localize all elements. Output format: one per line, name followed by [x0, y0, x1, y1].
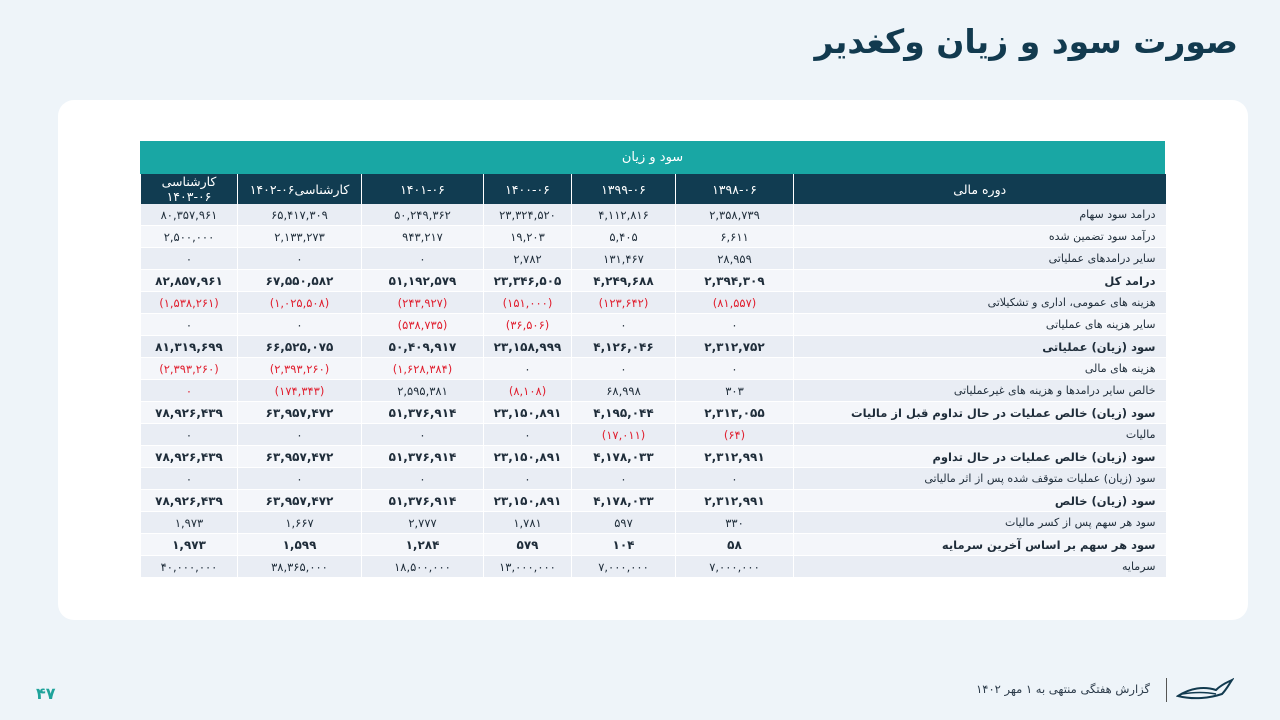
table-cell: ۵۱,۳۷۶,۹۱۴ [362, 446, 484, 468]
table-cell: ۹۴۳,۲۱۷ [362, 226, 484, 248]
table-cell: ۵۸ [676, 534, 794, 556]
table-cell: ۴,۱۹۵,۰۴۴ [572, 402, 676, 424]
table-cell: ۰ [572, 358, 676, 380]
table-cell: ۰ [362, 248, 484, 270]
row-label: درآمد سود تضمین شده [794, 226, 1166, 248]
table-cell: ۵۰,۴۰۹,۹۱۷ [362, 336, 484, 358]
row-label: سود هر سهم بر اساس آخرین سرمایه [794, 534, 1166, 556]
table-row [141, 490, 1166, 512]
table-cell: ۲۳,۱۵۰,۸۹۱ [484, 402, 572, 424]
table-cell: ۲۳,۱۵۰,۸۹۱ [484, 490, 572, 512]
table-row [141, 314, 1166, 336]
table-row [141, 446, 1166, 468]
table-body [141, 204, 1166, 578]
table-cell: ۰ [484, 468, 572, 490]
table-cell: (۱,۶۲۸,۳۸۴) [362, 358, 484, 380]
table-cell: ۱۰۴ [572, 534, 676, 556]
table-cell: ۴,۱۷۸,۰۳۳ [572, 446, 676, 468]
row-label: سایر هزینه های عملیاتی [794, 314, 1166, 336]
column-header-6: کارشناسی ۰۶-۱۴۰۳ [141, 174, 238, 204]
table-row [141, 336, 1166, 358]
table-cell: ۰ [484, 358, 572, 380]
table-cell: ۷۸,۹۲۶,۴۳۹ [141, 402, 238, 424]
table-cell: ۴,۱۲۶,۰۴۶ [572, 336, 676, 358]
table-row [141, 226, 1166, 248]
table-cell: ۴,۱۷۸,۰۳۳ [572, 490, 676, 512]
table-cell: ۶۳,۹۵۷,۴۷۲ [238, 402, 362, 424]
row-label: سود (زیان) عملیاتی [794, 336, 1166, 358]
column-header-1: ۱۳۹۸-۰۶ [676, 174, 794, 204]
table-cell: (۲,۳۹۳,۲۶۰) [238, 358, 362, 380]
table-cell: ۷,۰۰۰,۰۰۰ [572, 556, 676, 578]
table-cell: ۸۰,۳۵۷,۹۶۱ [141, 204, 238, 226]
table-cell: ۰ [362, 468, 484, 490]
table-cell: ۲,۷۸۲ [484, 248, 572, 270]
table-row [141, 534, 1166, 556]
table-caption: سود و زیان [140, 141, 1165, 174]
footer-divider [1166, 678, 1167, 702]
table-row [141, 358, 1166, 380]
table-cell: ۰ [484, 424, 572, 446]
row-label: سرمایه [794, 556, 1166, 578]
table-cell: ۶۸,۹۹۸ [572, 380, 676, 402]
table-cell: ۰ [238, 468, 362, 490]
table-cell: (۱۵۱,۰۰۰) [484, 292, 572, 314]
column-header-2: ۱۳۹۹-۰۶ [572, 174, 676, 204]
table-cell: ۰ [238, 424, 362, 446]
table-cell: ۲۳,۳۲۴,۵۲۰ [484, 204, 572, 226]
table-cell: ۸۲,۸۵۷,۹۶۱ [141, 270, 238, 292]
table-cell: ۰ [141, 248, 238, 270]
column-header-3: ۱۴۰۰-۰۶ [484, 174, 572, 204]
table-cell: ۶۳,۹۵۷,۴۷۲ [238, 446, 362, 468]
table-cell: ۰ [141, 314, 238, 336]
row-label: خالص سایر درامدها و هزینه های غیرعملیاتی [794, 380, 1166, 402]
table-cell: (۲,۳۹۳,۲۶۰) [141, 358, 238, 380]
table-cell: ۰ [572, 314, 676, 336]
table-cell: (۳۶,۵۰۶) [484, 314, 572, 336]
table-row [141, 270, 1166, 292]
table-cell: (۵۳۸,۷۳۵) [362, 314, 484, 336]
table-row [141, 402, 1166, 424]
table-cell: ۰ [141, 380, 238, 402]
table-cell: ۶۶,۵۲۵,۰۷۵ [238, 336, 362, 358]
table-cell: ۵۰,۲۴۹,۳۶۲ [362, 204, 484, 226]
table-cell: (۲۴۳,۹۲۷) [362, 292, 484, 314]
table-cell: ۵۱,۳۷۶,۹۱۴ [362, 490, 484, 512]
table-cell: ۵۹۷ [572, 512, 676, 534]
table-cell: ۰ [676, 314, 794, 336]
table-row [141, 380, 1166, 402]
row-label: سود (زیان) خالص [794, 490, 1166, 512]
table-row [141, 424, 1166, 446]
row-label: درامد کل [794, 270, 1166, 292]
table-cell: ۱,۶۶۷ [238, 512, 362, 534]
column-header-4: ۱۴۰۱-۰۶ [362, 174, 484, 204]
footer-report-text: گزارش هفتگی منتهی به ۱ مهر ۱۴۰۲ [976, 682, 1150, 696]
table-cell: (۱,۰۲۵,۵۰۸) [238, 292, 362, 314]
table-cell: ۲,۳۱۳,۰۵۵ [676, 402, 794, 424]
table-row [141, 204, 1166, 226]
table-row [141, 556, 1166, 578]
table-cell: ۰ [238, 248, 362, 270]
table-cell: ۴۰,۰۰۰,۰۰۰ [141, 556, 238, 578]
table-cell: (۱۲۳,۶۴۲) [572, 292, 676, 314]
table-cell: ۷,۰۰۰,۰۰۰ [676, 556, 794, 578]
table-cell: ۸۱,۳۱۹,۶۹۹ [141, 336, 238, 358]
table-cell: ۴,۱۱۲,۸۱۶ [572, 204, 676, 226]
table-cell: ۰ [238, 314, 362, 336]
table-cell: (۸۱,۵۵۷) [676, 292, 794, 314]
table-cell: ۵۷۹ [484, 534, 572, 556]
table-cell: ۱,۷۸۱ [484, 512, 572, 534]
table-cell: ۳۸,۳۶۵,۰۰۰ [238, 556, 362, 578]
table-cell: ۲,۳۱۲,۹۹۱ [676, 446, 794, 468]
table-cell: ۱,۹۷۳ [141, 512, 238, 534]
table-cell: ۲,۷۷۷ [362, 512, 484, 534]
row-label: مالیات [794, 424, 1166, 446]
table-cell: ۶۷,۵۵۰,۵۸۲ [238, 270, 362, 292]
row-label: هزینه های عمومی، اداری و تشکیلاتی [794, 292, 1166, 314]
table-cell: ۴,۲۴۹,۶۸۸ [572, 270, 676, 292]
column-header-period: دوره مالی [794, 174, 1166, 204]
table-cell: ۲,۳۱۲,۷۵۲ [676, 336, 794, 358]
table-cell: (۱,۵۳۸,۲۶۱) [141, 292, 238, 314]
table-cell: ۶۵,۴۱۷,۳۰۹ [238, 204, 362, 226]
table-cell: ۲۳,۱۵۰,۸۹۱ [484, 446, 572, 468]
row-label: سود هر سهم پس از کسر مالیات [794, 512, 1166, 534]
table-cell: ۵۱,۳۷۶,۹۱۴ [362, 402, 484, 424]
income-statement-table [140, 141, 1165, 578]
income-table [140, 174, 1166, 578]
table-cell: ۰ [362, 424, 484, 446]
table-cell: ۱۳,۰۰۰,۰۰۰ [484, 556, 572, 578]
table-cell: ۷۸,۹۲۶,۴۳۹ [141, 490, 238, 512]
table-cell: (۶۴) [676, 424, 794, 446]
table-cell: ۵,۴۰۵ [572, 226, 676, 248]
bird-logo-icon [1176, 676, 1234, 702]
table-cell: ۵۱,۱۹۲,۵۷۹ [362, 270, 484, 292]
table-cell: ۶۳,۹۵۷,۴۷۲ [238, 490, 362, 512]
row-label: درامد سود سهام [794, 204, 1166, 226]
table-cell: (۱۷۴,۳۴۳) [238, 380, 362, 402]
table-cell: ۱۹,۲۰۳ [484, 226, 572, 248]
table-cell: ۲۸,۹۵۹ [676, 248, 794, 270]
table-cell: ۱,۵۹۹ [238, 534, 362, 556]
row-label: سود (زیان) خالص عملیات در حال تداوم قبل از مالیات [794, 402, 1166, 424]
table-row [141, 248, 1166, 270]
table-cell: ۲۳,۳۴۶,۵۰۵ [484, 270, 572, 292]
column-header-5: کارشناسی۰۶-۱۴۰۲ [238, 174, 362, 204]
table-cell: ۱۸,۵۰۰,۰۰۰ [362, 556, 484, 578]
table-cell: ۰ [676, 358, 794, 380]
table-cell: ۲,۵۰۰,۰۰۰ [141, 226, 238, 248]
row-label: سود (زیان) عملیات متوقف شده پس از اثر مالیاتی [794, 468, 1166, 490]
table-cell: ۰ [141, 424, 238, 446]
table-cell: ۲,۱۳۳,۲۷۳ [238, 226, 362, 248]
table-row [141, 292, 1166, 314]
table-cell: ۰ [676, 468, 794, 490]
table-cell: ۷۸,۹۲۶,۴۳۹ [141, 446, 238, 468]
table-cell: ۲,۵۹۵,۳۸۱ [362, 380, 484, 402]
table-cell: ۲,۳۱۲,۹۹۱ [676, 490, 794, 512]
row-label: هزینه های مالی [794, 358, 1166, 380]
table-cell: ۱,۲۸۴ [362, 534, 484, 556]
row-label: سود (زیان) خالص عملیات در حال تداوم [794, 446, 1166, 468]
table-cell: ۳۰۳ [676, 380, 794, 402]
table-header-row [141, 174, 1166, 204]
table-cell: ۱,۹۷۳ [141, 534, 238, 556]
table-row [141, 468, 1166, 490]
table-cell: (۱۷,۰۱۱) [572, 424, 676, 446]
table-cell: ۲۳,۱۵۸,۹۹۹ [484, 336, 572, 358]
table-cell: ۶,۶۱۱ [676, 226, 794, 248]
page-title: صورت سود و زیان وکغدیر [814, 22, 1238, 61]
table-cell: ۲,۳۹۴,۳۰۹ [676, 270, 794, 292]
page-number: ۴۷ [36, 684, 56, 703]
table-cell: (۸,۱۰۸) [484, 380, 572, 402]
table-cell: ۰ [572, 468, 676, 490]
table-cell: ۰ [141, 468, 238, 490]
table-cell: ۳۳۰ [676, 512, 794, 534]
table-row [141, 512, 1166, 534]
row-label: سایر درامدهای عملیاتی [794, 248, 1166, 270]
table-cell: ۱۳۱,۴۶۷ [572, 248, 676, 270]
table-cell: ۲,۳۵۸,۷۳۹ [676, 204, 794, 226]
